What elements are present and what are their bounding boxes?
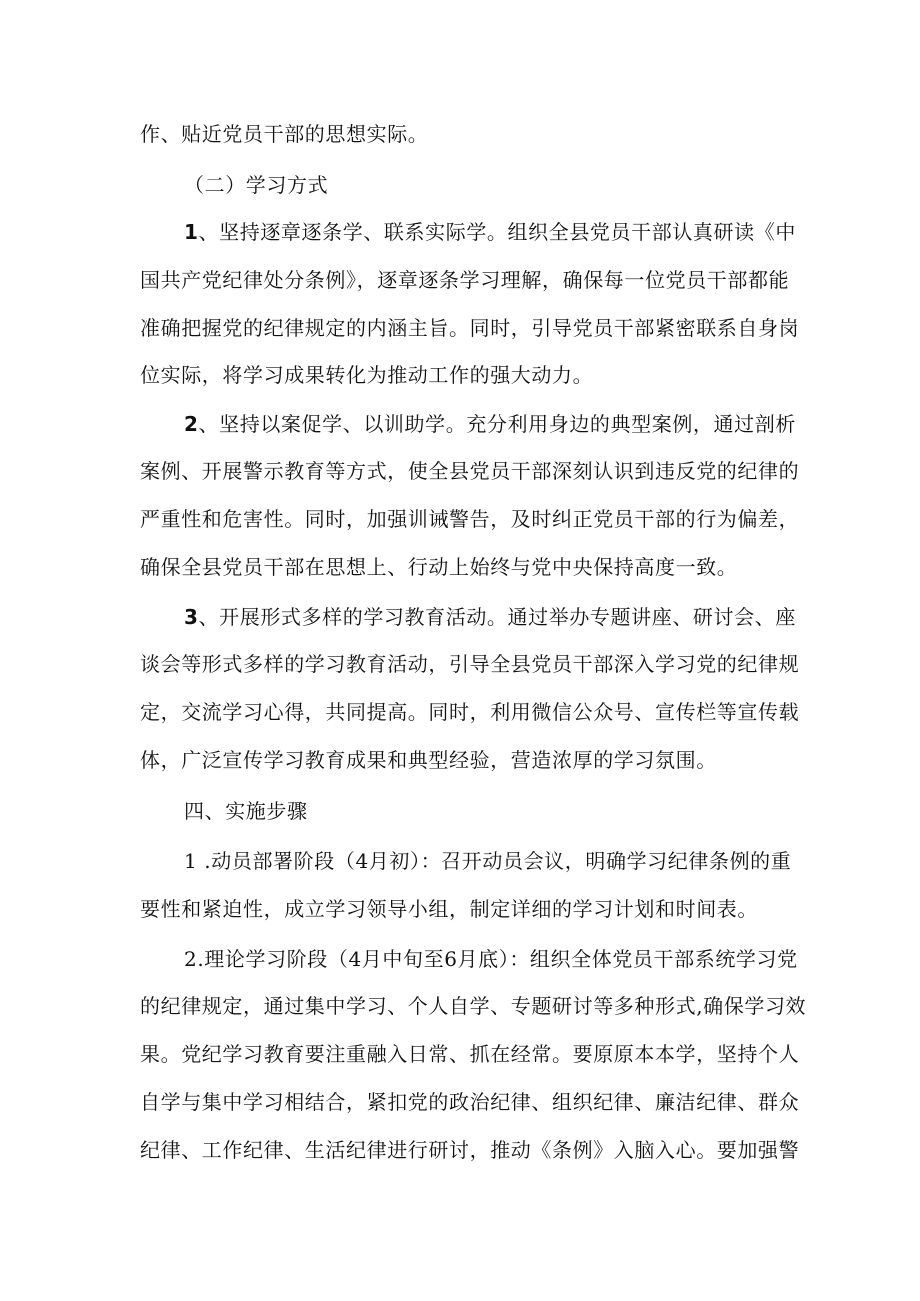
item-number: 1 bbox=[184, 220, 199, 244]
paragraph-line: 自学与集中学习相结合，紧扣党的政治纪律、组织纪律、廉洁纪律、群众 bbox=[140, 1090, 800, 1114]
paragraph-line: 1 .动员部署阶段（4月初）：召开动员会议，明确学习纪律条例的重 bbox=[184, 849, 792, 873]
paragraph-line: 3、开展形式多样的学习教育活动。通过举办专题讲座、研讨会、座 bbox=[184, 605, 796, 629]
intro-line: 作、贴近党员干部的思想实际。 bbox=[140, 122, 429, 146]
paragraph-line: 确保全县党员干部在思想上、行动上始终与党中央保持高度一致。 bbox=[140, 555, 738, 579]
item-number: 3 bbox=[184, 605, 199, 629]
paragraph-line: 体，广泛宣传学习教育成果和典型经验，营造浓厚的学习氛围。 bbox=[140, 748, 717, 772]
paragraph-line: 果。党纪学习教育要注重融入日常、抓在经常。要原原本本学，坚持个人 bbox=[140, 1042, 800, 1066]
paragraph-line: 严重性和危害性。同时，加强训诫警告，及时纠正党员干部的行为偏差， bbox=[140, 507, 800, 531]
paragraph-line: 定，交流学习心得，共同提高。同时，利用微信公众号、宣传栏等宣传载 bbox=[140, 700, 800, 724]
paragraph-line: 1、坚持逐章逐条学、联系实际学。组织全县党员干部认真研读《中 bbox=[184, 220, 796, 244]
section-heading-steps: 四、实施步骤 bbox=[184, 799, 308, 823]
section-heading-methods: （二）学习方式 bbox=[184, 173, 329, 197]
paragraph-line: 纪律、工作纪律、生活纪律进行研讨，推动《条例》入脑入心。要加强警 bbox=[140, 1138, 800, 1162]
paragraph-line: 的纪律规定，通过集中学习、个人自学、专题研讨等多种形式,确保学习效 bbox=[140, 994, 807, 1018]
paragraph-line: 国共产党纪律处分条例》，逐章逐条学习理解，确保每一位党员干部都能 bbox=[140, 268, 790, 292]
paragraph-line: 要性和紧迫性，成立学习领导小组，制定详细的学习计划和时间表。 bbox=[140, 897, 758, 921]
paragraph-line: 谈会等形式多样的学习教育活动，引导全县党员干部深入学习党的纪律规 bbox=[140, 652, 800, 676]
paragraph-line: 位实际，将学习成果转化为推动工作的强大动力。 bbox=[140, 363, 594, 387]
paragraph-line: 2、坚持以案促学、以训助学。充分利用身边的典型案例，通过剖析 bbox=[184, 412, 796, 436]
paragraph-line: 案例、开展警示教育等方式，使全县党员干部深刻认识到违反党的纪律的 bbox=[140, 459, 800, 483]
paragraph-line: 2.理论学习阶段（4月中旬至6月底）：组织全体党员干部系统学习党 bbox=[184, 947, 798, 971]
paragraph-line: 准确把握党的纪律规定的内涵主旨。同时，引导党员干部紧密联系自身岗 bbox=[140, 316, 800, 340]
item-number: 2 bbox=[184, 412, 199, 436]
